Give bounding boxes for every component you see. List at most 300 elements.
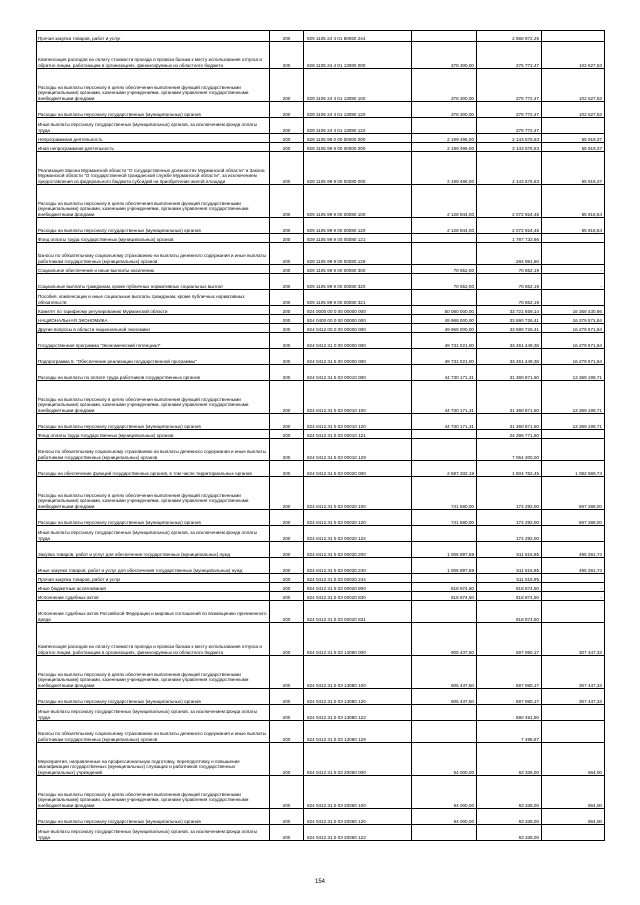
row-kbk-cell: 824 0412 31 5 03 13080 129 bbox=[304, 721, 412, 743]
row-name-cell: Расходы на выплаты персоналу государственных (муниципальных) органов bbox=[37, 689, 270, 705]
table-row bbox=[37, 152, 605, 185]
row-unexecuted-cell: 567 288,00 bbox=[542, 510, 605, 526]
row-approved-cell: 44 730 171,31 bbox=[412, 414, 477, 430]
row-executed-cell: 2 143 576,63 bbox=[477, 134, 542, 143]
row-code-cell: 200 bbox=[270, 349, 304, 365]
row-executed-cell: 174 292,00 bbox=[477, 477, 542, 510]
row-kbk-cell: 829 1105 99 9 00 00080 100 bbox=[304, 185, 412, 218]
row-name-cell: Расходы на выплаты персоналу в целях обеспечения выполнения функций государственными (муниципальными) органами, казенными учреждениями, органами управления государственными внебюджетными фондами bbox=[37, 69, 270, 102]
row-code-cell: 200 bbox=[270, 558, 304, 574]
row-name-cell: Непрограммная деятельность bbox=[37, 134, 270, 143]
row-code-cell: 200 bbox=[270, 218, 304, 234]
row-name-cell: Социальные выплаты гражданам, кроме публичных нормативных социальных выплат bbox=[37, 274, 270, 290]
row-kbk-cell: 824 0412 31 5 03 20060 100 bbox=[304, 776, 412, 809]
row-unexecuted-cell: 55 919,37 bbox=[542, 134, 605, 143]
row-approved-cell: 905 437,50 bbox=[412, 623, 477, 656]
table-row bbox=[37, 623, 605, 656]
row-code-cell: 200 bbox=[270, 825, 304, 841]
row-name-cell: Прочая закупка товаров, работ и услуг bbox=[37, 574, 270, 583]
row-name-cell: Закупка товаров, работ и услуг для обеспечения государственных (муниципальных) нужд bbox=[37, 542, 270, 558]
row-approved-cell bbox=[412, 234, 477, 243]
row-name-cell: Расходы на выплаты персоналу государственных (муниципальных) органов bbox=[37, 510, 270, 526]
row-approved-cell: 49 968 000,00 bbox=[412, 315, 477, 324]
row-name-cell: Расходы на выплаты персоналу государственных (муниципальных) органов bbox=[37, 414, 270, 430]
row-approved-cell: 49 968 000,00 bbox=[412, 324, 477, 333]
row-approved-cell bbox=[412, 430, 477, 439]
row-unexecuted-cell bbox=[542, 234, 605, 243]
table-row bbox=[37, 69, 605, 102]
row-executed-cell: 2 072 924,46 bbox=[477, 218, 542, 234]
row-name-cell: Фонд оплаты труда государственных (муниципальных) органов bbox=[37, 234, 270, 243]
row-code-cell: 200 bbox=[270, 477, 304, 510]
row-unexecuted-cell bbox=[542, 290, 605, 306]
row-approved-cell: 378 300,00 bbox=[412, 69, 477, 102]
row-kbk-cell: 829 1105 24 4 01 13080 122 bbox=[304, 118, 412, 134]
row-executed-cell: 33 451 449,38 bbox=[477, 333, 542, 349]
row-name-cell: НАЦИОНАЛЬНАЯ ЭКОНОМИКА bbox=[37, 315, 270, 324]
row-unexecuted-cell: 16 279 571,84 bbox=[542, 324, 605, 333]
table-row bbox=[37, 776, 605, 809]
row-approved-cell: 64 000,00 bbox=[412, 776, 477, 809]
row-name-cell: Иные выплаты персоналу государственных (муниципальных) органов, за исключением фонда оплаты труда bbox=[37, 118, 270, 134]
row-approved-cell: 378 300,00 bbox=[412, 102, 477, 118]
row-unexecuted-cell: 55 919,37 bbox=[542, 143, 605, 152]
table-row bbox=[37, 542, 605, 558]
row-approved-cell: 70 652,00 bbox=[412, 274, 477, 290]
row-unexecuted-cell bbox=[542, 825, 605, 841]
table-row bbox=[37, 118, 605, 134]
table-row bbox=[37, 689, 605, 705]
row-unexecuted-cell: 102 527,53 bbox=[542, 102, 605, 118]
row-name-cell: Расходы на выплаты персоналу в целях обеспечения выполнения функций государственными (муниципальными) органами, казенными учреждениями, органами управления государственными внебюджетными фондами bbox=[37, 656, 270, 689]
row-name-cell: Расходы на выплаты персоналу государственных (муниципальных) органов bbox=[37, 218, 270, 234]
budget-execution-table bbox=[36, 30, 605, 841]
row-unexecuted-cell: 664,00 bbox=[542, 776, 605, 809]
row-code-cell: 200 bbox=[270, 574, 304, 583]
row-code-cell: 200 bbox=[270, 152, 304, 185]
row-name-cell: Иные закупки товаров, работ и услуг для обеспечения государственных (муниципальных) нужд bbox=[37, 558, 270, 574]
table-row bbox=[37, 234, 605, 243]
row-name-cell: Расходы на выплаты персоналу в целях обеспечения выполнения функций государственными (муниципальными) органами, казенными учреждениями, органами управления государственными внебюджетными фондами bbox=[37, 185, 270, 218]
row-unexecuted-cell: 307 447,33 bbox=[542, 623, 605, 656]
row-unexecuted-cell: 16 358 430,86 bbox=[542, 306, 605, 315]
row-unexecuted-cell: 55 919,54 bbox=[542, 185, 605, 218]
row-code-cell: 200 bbox=[270, 234, 304, 243]
table-row bbox=[37, 365, 605, 381]
row-code-cell: 200 bbox=[270, 601, 304, 623]
row-executed-cell: 597 990,17 bbox=[477, 689, 542, 705]
row-code-cell: 200 bbox=[270, 381, 304, 414]
row-name-cell: Расходы на выплаты персоналу в целях обеспечения выполнения функций государственными (муниципальными) органами, казенными учреждениями, органами управления государственными внебюджетными фондами bbox=[37, 477, 270, 510]
table-row bbox=[37, 574, 605, 583]
row-kbk-cell: 824 0412 31 5 03 00020 000 bbox=[304, 461, 412, 477]
row-kbk-cell: 829 1105 24 4 01 80060 244 bbox=[304, 31, 412, 42]
row-approved-cell: 50 080 000,00 bbox=[412, 306, 477, 315]
row-name-cell: Пособия, компенсации и иные социальные выплаты гражданам, кроме публичных нормативных обязательств bbox=[37, 290, 270, 306]
row-unexecuted-cell bbox=[542, 705, 605, 721]
row-name-cell: Исполнение судебных актов Российской Федерации и мировых соглашений по возмещению причиненного вреда bbox=[37, 601, 270, 623]
row-executed-cell: 818 874,50 bbox=[477, 601, 542, 623]
row-name-cell: Компенсация расходов на оплату стоимости проезда и провоза багажа к месту использования отпуска и обратно лицам, работающим в организациях, финансируемых из областного бюджета bbox=[37, 42, 270, 69]
row-kbk-cell: 824 0412 31 5 03 00020 244 bbox=[304, 574, 412, 583]
row-name-cell: Расходы на обеспечение функций государственных органов, в том числе территориальных органов bbox=[37, 461, 270, 477]
row-code-cell: 200 bbox=[270, 542, 304, 558]
row-approved-cell: 49 731 021,00 bbox=[412, 333, 477, 349]
row-kbk-cell: 824 0412 31 5 03 00010 121 bbox=[304, 430, 412, 439]
row-kbk-cell: 829 1105 99 0 00 00000 000 bbox=[304, 134, 412, 143]
row-unexecuted-cell: 55 919,37 bbox=[542, 152, 605, 185]
row-code-cell: 200 bbox=[270, 333, 304, 349]
table-row bbox=[37, 324, 605, 333]
row-kbk-cell: 824 0400 00 0 00 00000 000 bbox=[304, 315, 412, 324]
row-kbk-cell: 824 0412 31 5 03 00020 830 bbox=[304, 592, 412, 601]
row-kbk-cell: 824 0412 31 5 00 00000 000 bbox=[304, 349, 412, 365]
row-approved-cell: 2 128 844,00 bbox=[412, 185, 477, 218]
row-name-cell: Мероприятия, направленные на профессиональную подготовку, переподготовку и повышение квалификации государственных (муниципальных) служащих и работников государственных (муниципальных) учреждений bbox=[37, 743, 270, 776]
row-code-cell: 200 bbox=[270, 510, 304, 526]
row-code-cell: 200 bbox=[270, 705, 304, 721]
row-executed-cell: 63 336,00 bbox=[477, 743, 542, 776]
table-row bbox=[37, 315, 605, 324]
row-executed-cell: 511 615,95 bbox=[477, 558, 542, 574]
row-code-cell: 200 bbox=[270, 623, 304, 656]
row-kbk-cell: 824 0412 00 0 00 00000 000 bbox=[304, 324, 412, 333]
row-name-cell: Подпрограмма 5. "Обеспечение реализации государственной программы" bbox=[37, 349, 270, 365]
row-unexecuted-cell: 1 082 569,74 bbox=[542, 461, 605, 477]
row-kbk-cell: 824 0412 31 0 00 00000 000 bbox=[304, 333, 412, 349]
row-kbk-cell: 824 0000 00 0 00 00000 000 bbox=[304, 306, 412, 315]
row-approved-cell bbox=[412, 526, 477, 542]
row-name-cell: Иные выплаты персоналу государственных (муниципальных) органов, за исключением фонда оплаты труда bbox=[37, 705, 270, 721]
row-unexecuted-cell: 16 279 571,84 bbox=[542, 315, 605, 324]
row-name-cell: Фонд оплаты труда государственных (муниципальных) органов bbox=[37, 430, 270, 439]
table-row bbox=[37, 592, 605, 601]
row-approved-cell bbox=[412, 601, 477, 623]
row-unexecuted-cell: 16 279 571,84 bbox=[542, 349, 605, 365]
row-code-cell: 200 bbox=[270, 324, 304, 333]
row-name-cell: Иная непрограммная деятельность bbox=[37, 143, 270, 152]
row-kbk-cell: 829 1105 99 9 00 00080 120 bbox=[304, 218, 412, 234]
row-executed-cell: 70 652,19 bbox=[477, 290, 542, 306]
table-row bbox=[37, 721, 605, 743]
row-executed-cell: 597 990,17 bbox=[477, 623, 542, 656]
row-kbk-cell: 824 0412 31 5 03 00020 122 bbox=[304, 526, 412, 542]
row-unexecuted-cell: 664,00 bbox=[542, 743, 605, 776]
table-row bbox=[37, 349, 605, 365]
table-row bbox=[37, 809, 605, 825]
table-row bbox=[37, 743, 605, 776]
row-name-cell: Взносы по обязательному социальному страхованию на выплаты денежного содержания и иные выплаты работникам государственных (муниципальных) органов bbox=[37, 721, 270, 743]
row-executed-cell: 275 772,47 bbox=[477, 69, 542, 102]
row-approved-cell bbox=[412, 243, 477, 265]
table-row bbox=[37, 102, 605, 118]
row-unexecuted-cell bbox=[542, 118, 605, 134]
row-code-cell: 200 bbox=[270, 290, 304, 306]
row-code-cell: 200 bbox=[270, 430, 304, 439]
table-row bbox=[37, 414, 605, 430]
row-name-cell: Расходы на выплаты персоналу в целях обеспечения выполнения функций государственными (муниципальными) органами, казенными учреждениями, органами управления государственными внебюджетными фондами bbox=[37, 776, 270, 809]
row-code-cell: 200 bbox=[270, 414, 304, 430]
row-code-cell: 200 bbox=[270, 583, 304, 592]
row-unexecuted-cell: - bbox=[542, 583, 605, 592]
row-kbk-cell: 824 0412 31 5 03 13080 120 bbox=[304, 689, 412, 705]
row-kbk-cell: 824 0412 31 5 03 20060 122 bbox=[304, 825, 412, 841]
row-approved-cell: 1 006 897,69 bbox=[412, 542, 477, 558]
row-executed-cell: 33 721 659,14 bbox=[477, 306, 542, 315]
row-code-cell: 200 bbox=[270, 42, 304, 69]
table-row bbox=[37, 583, 605, 592]
row-approved-cell: 64 000,00 bbox=[412, 809, 477, 825]
row-code-cell: 200 bbox=[270, 31, 304, 42]
row-unexecuted-cell bbox=[542, 243, 605, 265]
row-code-cell: 200 bbox=[270, 143, 304, 152]
row-executed-cell: 24 296 771,60 bbox=[477, 430, 542, 439]
row-name-cell: Прочая закупка товаров, работ и услуг bbox=[37, 31, 270, 42]
row-kbk-cell: 824 0412 31 5 03 00010 120 bbox=[304, 414, 412, 430]
row-executed-cell: 275 772,47 bbox=[477, 118, 542, 134]
row-executed-cell: 31 360 971,60 bbox=[477, 414, 542, 430]
table-row bbox=[37, 430, 605, 439]
row-unexecuted-cell bbox=[542, 526, 605, 542]
row-approved-cell: 70 652,00 bbox=[412, 265, 477, 274]
row-code-cell: 200 bbox=[270, 306, 304, 315]
table-row bbox=[37, 333, 605, 349]
row-unexecuted-cell: 13 369 199,71 bbox=[542, 381, 605, 414]
table-row bbox=[37, 477, 605, 510]
row-executed-cell: 174 292,00 bbox=[477, 510, 542, 526]
row-approved-cell bbox=[412, 439, 477, 461]
row-approved-cell bbox=[412, 31, 477, 42]
row-name-cell: Исполнение судебных актов bbox=[37, 592, 270, 601]
table-row bbox=[37, 705, 605, 721]
row-code-cell: 200 bbox=[270, 243, 304, 265]
row-approved-cell bbox=[412, 118, 477, 134]
row-name-cell: Государственная программа "Экономический потенциал" bbox=[37, 333, 270, 349]
row-kbk-cell: 824 0412 31 5 03 00020 200 bbox=[304, 542, 412, 558]
row-approved-cell: 2 128 844,00 bbox=[412, 218, 477, 234]
row-executed-cell: 70 652,19 bbox=[477, 265, 542, 274]
row-kbk-cell: 829 1105 99 9 00 00080 121 bbox=[304, 234, 412, 243]
row-kbk-cell: 824 0412 31 5 03 13080 100 bbox=[304, 656, 412, 689]
row-name-cell: Другие вопросы в области национальной экономики bbox=[37, 324, 270, 333]
table-row bbox=[37, 143, 605, 152]
row-unexecuted-cell: 13 369 199,71 bbox=[542, 365, 605, 381]
row-code-cell: 200 bbox=[270, 461, 304, 477]
row-executed-cell: 70 652,19 bbox=[477, 274, 542, 290]
row-executed-cell: 33 690 726,41 bbox=[477, 315, 542, 324]
row-unexecuted-cell: - bbox=[542, 274, 605, 290]
row-name-cell: Взносы по обязательному социальному страхованию на выплаты денежного содержания и иные выплаты работникам государственных (муниципальных) органов bbox=[37, 243, 270, 265]
row-approved-cell: 818 874,50 bbox=[412, 583, 477, 592]
row-kbk-cell: 829 1105 99 9 00 00080 321 bbox=[304, 290, 412, 306]
row-name-cell: Комитет по тарифному регулированию Мурманской области bbox=[37, 306, 270, 315]
row-approved-cell bbox=[412, 705, 477, 721]
row-kbk-cell: 824 0412 31 5 03 13080 000 bbox=[304, 623, 412, 656]
row-approved-cell: 905 437,50 bbox=[412, 656, 477, 689]
table-row bbox=[37, 31, 605, 42]
row-executed-cell: 511 615,95 bbox=[477, 542, 542, 558]
row-code-cell: 200 bbox=[270, 526, 304, 542]
row-approved-cell: 44 730 171,31 bbox=[412, 365, 477, 381]
table-row bbox=[37, 461, 605, 477]
row-kbk-cell: 824 0412 31 5 03 00020 100 bbox=[304, 477, 412, 510]
row-code-cell: 200 bbox=[270, 592, 304, 601]
row-unexecuted-cell bbox=[542, 574, 605, 583]
row-kbk-cell: 829 1105 99 9 00 00080 300 bbox=[304, 265, 412, 274]
row-approved-cell: 49 731 021,00 bbox=[412, 349, 477, 365]
row-code-cell: 200 bbox=[270, 265, 304, 274]
row-name-cell: Иные выплаты персоналу государственных (муниципальных) органов, за исключением фонда оплаты труда bbox=[37, 526, 270, 542]
row-unexecuted-cell: 55 919,54 bbox=[542, 218, 605, 234]
row-code-cell: 200 bbox=[270, 134, 304, 143]
page-number: 154 bbox=[314, 879, 325, 885]
row-unexecuted-cell bbox=[542, 721, 605, 743]
row-kbk-cell: 829 1105 24 4 01 13080 000 bbox=[304, 42, 412, 69]
row-approved-cell: 818 874,50 bbox=[412, 592, 477, 601]
row-name-cell: Расходы на выплаты персоналу государственных (муниципальных) органов bbox=[37, 102, 270, 118]
row-unexecuted-cell: 102 527,53 bbox=[542, 69, 605, 102]
row-executed-cell: 174 292,00 bbox=[477, 526, 542, 542]
row-kbk-cell: 824 0412 31 5 03 00020 240 bbox=[304, 558, 412, 574]
table-row bbox=[37, 134, 605, 143]
row-executed-cell: 1 787 732,86 bbox=[477, 234, 542, 243]
row-kbk-cell: 824 0412 31 5 03 00010 129 bbox=[304, 439, 412, 461]
row-unexecuted-cell: - bbox=[542, 592, 605, 601]
table-row bbox=[37, 42, 605, 69]
row-executed-cell: 818 874,50 bbox=[477, 583, 542, 592]
row-executed-cell: 33 690 726,41 bbox=[477, 324, 542, 333]
table-row bbox=[37, 526, 605, 542]
row-code-cell: 200 bbox=[270, 274, 304, 290]
row-approved-cell: 378 300,00 bbox=[412, 42, 477, 69]
row-approved-cell: 64 000,00 bbox=[412, 743, 477, 776]
row-kbk-cell: 829 1105 24 4 01 13080 100 bbox=[304, 69, 412, 102]
row-kbk-cell: 829 1105 24 4 01 13080 120 bbox=[304, 102, 412, 118]
table-row bbox=[37, 601, 605, 623]
row-kbk-cell: 829 1105 99 9 00 00080 129 bbox=[304, 243, 412, 265]
row-name-cell: Расходы на выплаты персоналу государственных (муниципальных) органов bbox=[37, 809, 270, 825]
table-row bbox=[37, 558, 605, 574]
row-unexecuted-cell: - bbox=[542, 265, 605, 274]
row-unexecuted-cell: 13 369 199,71 bbox=[542, 414, 605, 430]
row-code-cell: 200 bbox=[270, 809, 304, 825]
row-approved-cell: 905 437,50 bbox=[412, 689, 477, 705]
row-code-cell: 200 bbox=[270, 185, 304, 218]
table-row bbox=[37, 510, 605, 526]
row-executed-cell: 7 064 200,00 bbox=[477, 439, 542, 461]
row-executed-cell: 275 772,47 bbox=[477, 102, 542, 118]
row-name-cell: Компенсация расходов на оплату стоимости проезда и провоза багажа к месту использования отпуска и обратно лицам, работающим в организациях, финансируемых из областного бюджета bbox=[37, 623, 270, 656]
row-kbk-cell: 824 0412 31 5 03 13080 122 bbox=[304, 705, 412, 721]
row-unexecuted-cell: 495 281,74 bbox=[542, 558, 605, 574]
row-approved-cell: 44 730 171,31 bbox=[412, 381, 477, 414]
row-code-cell: 200 bbox=[270, 721, 304, 743]
row-executed-cell: 31 360 971,60 bbox=[477, 365, 542, 381]
row-unexecuted-cell: 495 281,74 bbox=[542, 542, 605, 558]
row-code-cell: 200 bbox=[270, 439, 304, 461]
table-body bbox=[37, 31, 605, 841]
row-executed-cell: 1 604 762,45 bbox=[477, 461, 542, 477]
row-name-cell: Расходы на выплаты по оплате труда работников государственных органов bbox=[37, 365, 270, 381]
table-row bbox=[37, 306, 605, 315]
row-name-cell: Реализация Закона Мурманской области "О государственных должностях Мурманской области" и Закона Мурманской области "О государственной гражданской службе Мурманской области", за исключением предоставления из федерального бюджета субсидий на приобретение жилой площади bbox=[37, 152, 270, 185]
row-code-cell: 200 bbox=[270, 102, 304, 118]
row-name-cell: Социальное обеспечение и иные выплаты населению bbox=[37, 265, 270, 274]
table-row bbox=[37, 439, 605, 461]
table-row bbox=[37, 656, 605, 689]
row-approved-cell: 2 199 496,00 bbox=[412, 134, 477, 143]
row-executed-cell: 63 336,00 bbox=[477, 825, 542, 841]
row-approved-cell: 2 199 496,00 bbox=[412, 152, 477, 185]
row-executed-cell: 2 143 576,63 bbox=[477, 143, 542, 152]
table-row bbox=[37, 290, 605, 306]
row-executed-cell: 2 072 924,46 bbox=[477, 185, 542, 218]
row-executed-cell: 590 491,50 bbox=[477, 705, 542, 721]
row-approved-cell bbox=[412, 721, 477, 743]
row-code-cell: 200 bbox=[270, 365, 304, 381]
row-code-cell: 200 bbox=[270, 743, 304, 776]
row-approved-cell bbox=[412, 290, 477, 306]
row-executed-cell: 63 336,00 bbox=[477, 776, 542, 809]
row-name-cell: Взносы по обязательному социальному страхованию на выплаты денежного содержания и иные выплаты работникам государственных (муниципальных) органов bbox=[37, 439, 270, 461]
row-unexecuted-cell: 307 447,33 bbox=[542, 656, 605, 689]
row-approved-cell bbox=[412, 574, 477, 583]
row-unexecuted-cell bbox=[542, 430, 605, 439]
row-kbk-cell: 829 1105 99 9 00 00080 320 bbox=[304, 274, 412, 290]
row-approved-cell: 741 580,00 bbox=[412, 477, 477, 510]
row-executed-cell: 818 874,50 bbox=[477, 592, 542, 601]
row-executed-cell: 284 991,60 bbox=[477, 243, 542, 265]
row-executed-cell: 275 772,47 bbox=[477, 42, 542, 69]
row-unexecuted-cell: 567 288,00 bbox=[542, 477, 605, 510]
row-approved-cell: 2 587 332,19 bbox=[412, 461, 477, 477]
table-row bbox=[37, 218, 605, 234]
row-code-cell: 200 bbox=[270, 689, 304, 705]
table-row bbox=[37, 381, 605, 414]
row-code-cell: 200 bbox=[270, 315, 304, 324]
table-row bbox=[37, 243, 605, 265]
row-approved-cell bbox=[412, 825, 477, 841]
table-row bbox=[37, 185, 605, 218]
row-unexecuted-cell: 102 527,53 bbox=[542, 42, 605, 69]
row-code-cell: 200 bbox=[270, 118, 304, 134]
row-unexecuted-cell bbox=[542, 439, 605, 461]
row-kbk-cell: 824 0412 31 5 03 00010 000 bbox=[304, 365, 412, 381]
row-kbk-cell: 824 0412 31 5 03 00010 100 bbox=[304, 381, 412, 414]
row-name-cell: Иные бюджетные ассигнования bbox=[37, 583, 270, 592]
row-unexecuted-cell bbox=[542, 601, 605, 623]
row-kbk-cell: 829 1105 99 9 00 00000 000 bbox=[304, 143, 412, 152]
row-unexecuted-cell: 307 447,33 bbox=[542, 689, 605, 705]
row-name-cell: Расходы на выплаты персоналу в целях обеспечения выполнения функций государственными (муниципальными) органами, казенными учреждениями, органами управления государственными внебюджетными фондами bbox=[37, 381, 270, 414]
row-approved-cell: 1 006 897,69 bbox=[412, 558, 477, 574]
row-kbk-cell: 824 0412 31 5 03 00020 120 bbox=[304, 510, 412, 526]
row-code-cell: 200 bbox=[270, 69, 304, 102]
table-row bbox=[37, 825, 605, 841]
row-unexecuted-cell: 16 279 571,84 bbox=[542, 333, 605, 349]
row-code-cell: 200 bbox=[270, 656, 304, 689]
row-unexecuted-cell: 664,00 bbox=[542, 809, 605, 825]
row-executed-cell: 2 568 972,25 bbox=[477, 31, 542, 42]
row-name-cell: Иные выплаты персоналу государственных (муниципальных) органов, за исключением фонда оплаты труда bbox=[37, 825, 270, 841]
row-kbk-cell: 824 0412 31 5 03 20060 120 bbox=[304, 809, 412, 825]
row-kbk-cell: 824 0412 31 5 03 00020 800 bbox=[304, 583, 412, 592]
row-kbk-cell: 824 0412 31 5 03 20060 000 bbox=[304, 743, 412, 776]
row-executed-cell: 7 498,67 bbox=[477, 721, 542, 743]
row-approved-cell: 2 199 496,00 bbox=[412, 143, 477, 152]
table-row bbox=[37, 265, 605, 274]
row-executed-cell: 511 615,95 bbox=[477, 574, 542, 583]
